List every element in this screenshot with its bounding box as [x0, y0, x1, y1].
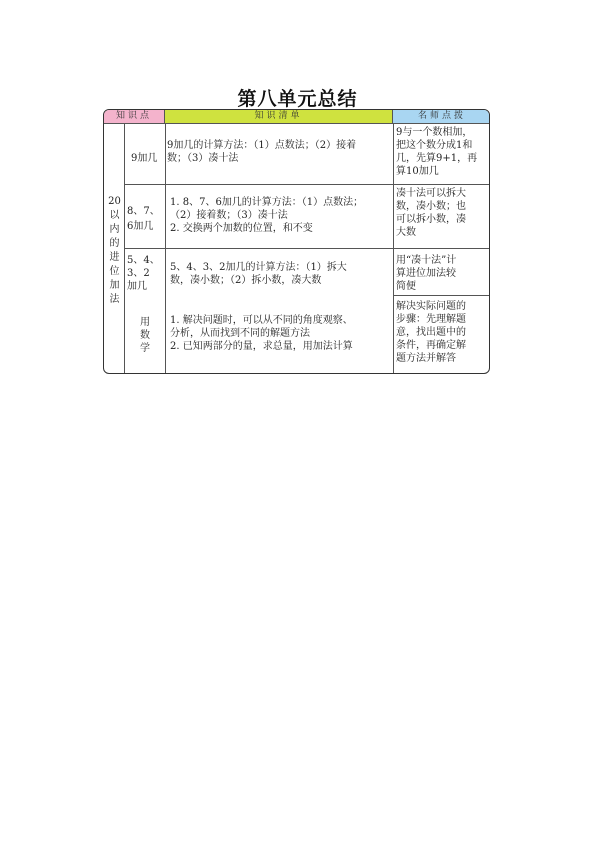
header-divider — [104, 123, 490, 124]
header-topic: 知识点 — [104, 110, 165, 123]
row-divider-1 — [124, 184, 490, 185]
teacher-tips-row-4: 解决实际问题的 步骤：先理解题 意，找出题中的 条件，再确定解 题方法并解答 — [396, 301, 466, 364]
knowledge-list-row-2: 1. 8、7、6加几的计算方法：（1）点数法； （2）接着数；（3）凑十法 2. 交换两个加数的位置，和不变 — [170, 197, 364, 234]
sub-topic-876-plus: 8、7、 6加几 — [127, 206, 160, 232]
main-topic-cell: 20 以 内 的 进 位 加 法 — [108, 196, 121, 305]
teacher-tips-row-3: 用“凑十法”计 算进位加法较 简便 — [396, 255, 457, 292]
teacher-tips-row-2: 凑十法可以拆大 数，凑小数；也 可以拆小数，凑 大数 — [396, 188, 466, 238]
summary-table — [103, 109, 490, 374]
page-title: 第八单元总结 — [237, 88, 358, 110]
header-teacher-tips: 名师点拨 — [393, 110, 490, 123]
knowledge-list-row-3: 5、4、3、2加几的计算方法：（1）拆大 数，凑小数；（2）拆小数，凑大数 — [170, 262, 347, 286]
row-divider-3 — [393, 295, 490, 296]
sub-topic-use-math: 用 数 学 — [140, 317, 150, 354]
header-knowledge-list: 知识清单 — [165, 110, 393, 123]
sub-topic-5432-plus: 5、4、 3、2 加几 — [127, 255, 160, 292]
knowledge-list-row-4: 1. 解决问题时，可以从不同的角度观察、 分析，从而找到不同的解题方法 2. 已知两部分的量，求总量，用加法计算 — [170, 315, 353, 352]
row-divider-2 — [124, 248, 490, 249]
knowledge-list-row-1: 9加几的计算方法：（1）点数法；（2）接着 数；（3）凑十法 — [167, 140, 357, 164]
teacher-tips-row-1: 9与一个数相加， 把这个数分成1和 几，先算9+1，再 算10加几 — [396, 127, 478, 177]
sub-topic-9-plus: 9加几 — [131, 153, 158, 164]
